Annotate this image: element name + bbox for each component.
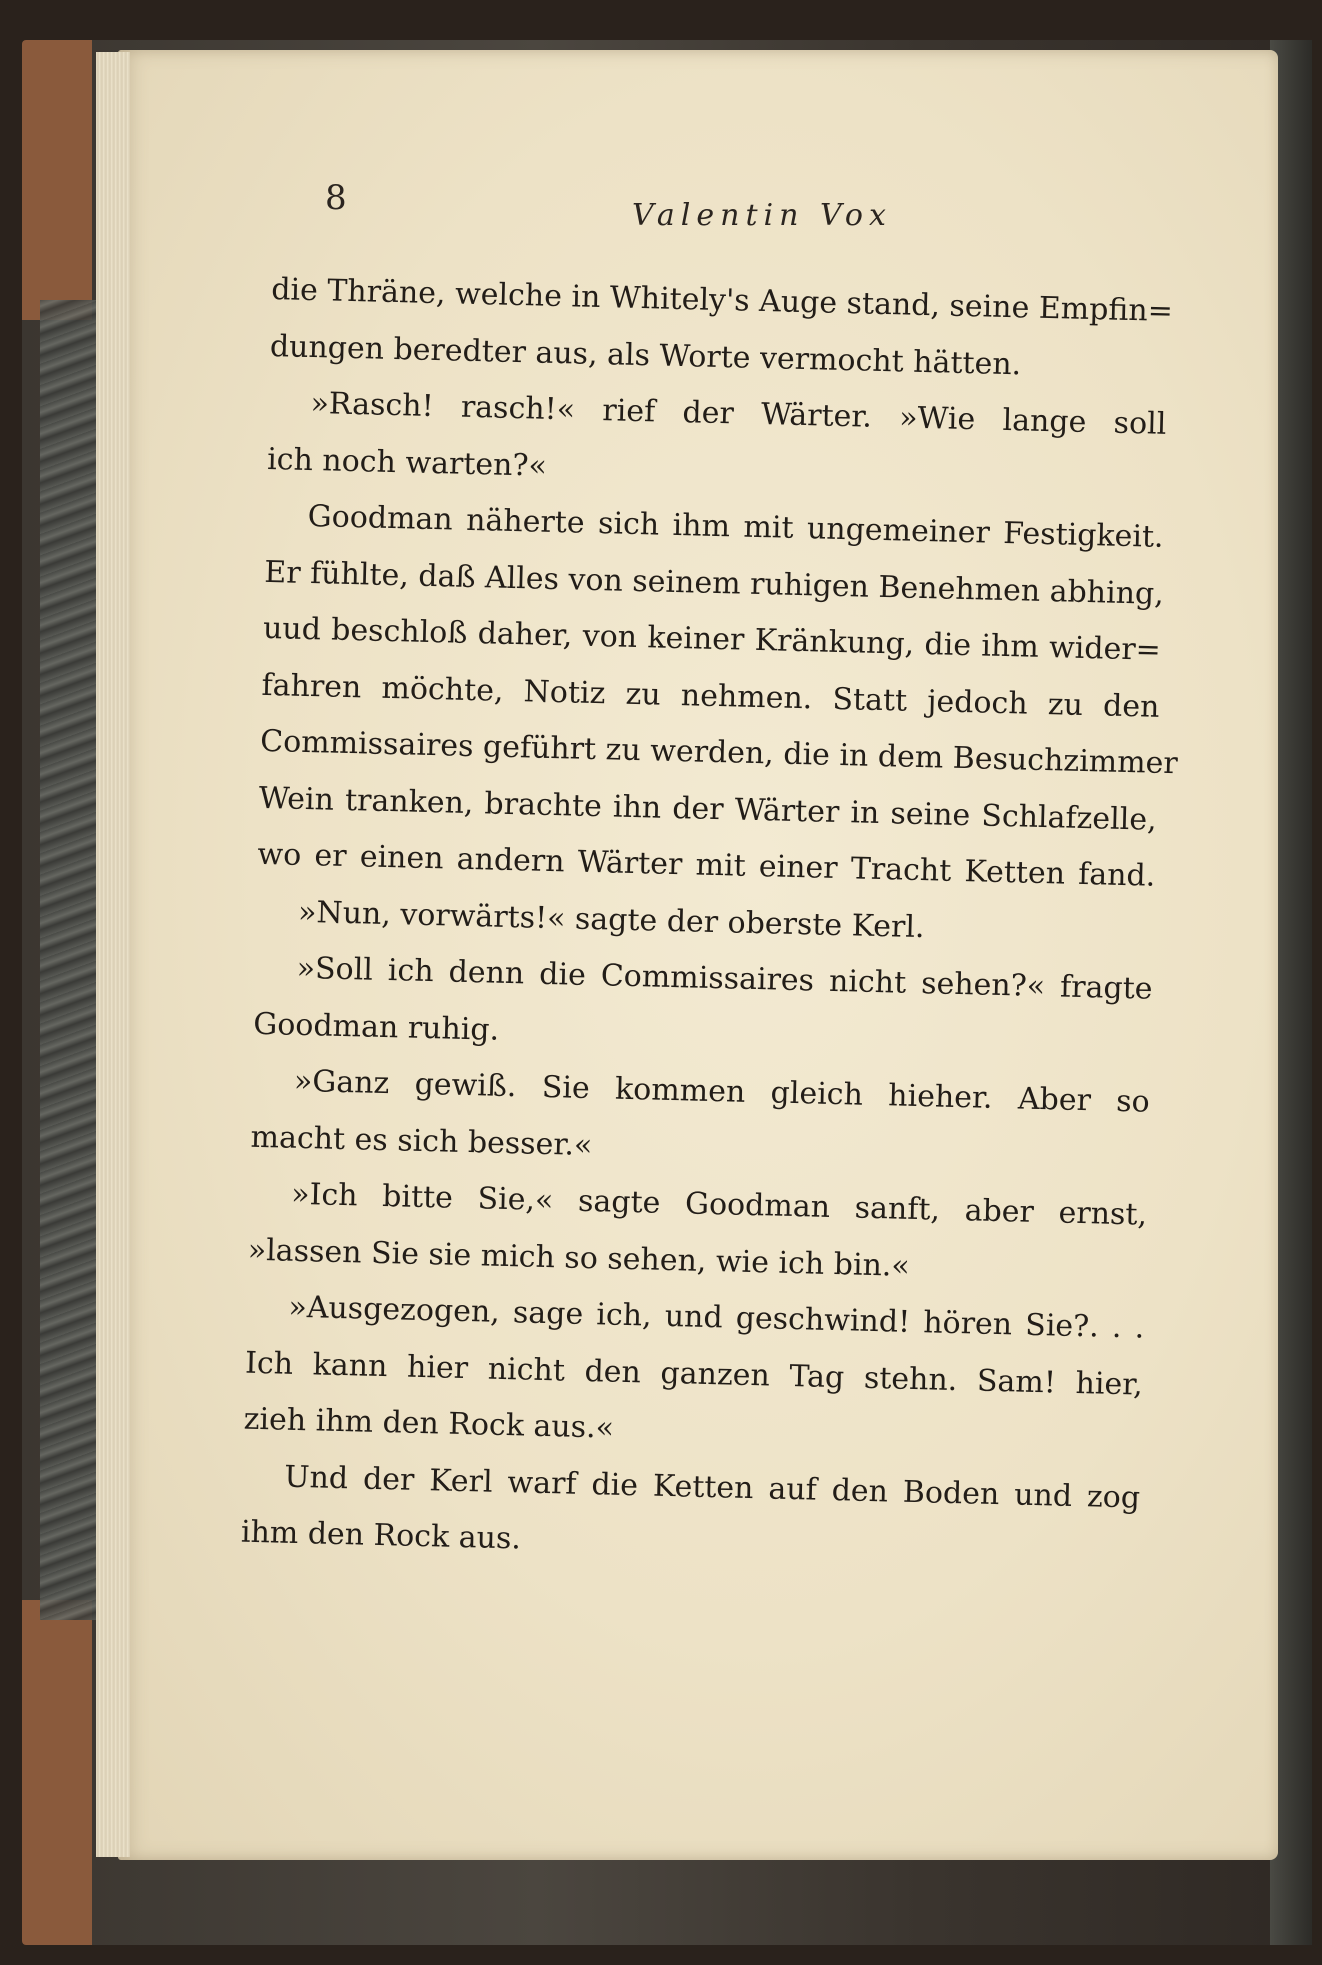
page-stack-edge — [96, 52, 130, 1857]
text-line: Commissaires geführt zu werden, die in dem Besuchzimmer — [259, 723, 1179, 782]
text-line: »Rasch! rasch!« rief der Wärter. »Wie lange soll — [310, 385, 1167, 442]
marbled-spine — [40, 300, 100, 1620]
text-line: Goodman näherte sich ihm mit ungemeiner Festigkeit. — [307, 498, 1164, 555]
cover-leather-corner-top — [22, 40, 92, 320]
body-text — [240, 262, 1179, 1583]
text-line: »Soll ich denn die Commissaires nicht sehen?« fragte — [296, 950, 1153, 1007]
text-line: Und der Kerl warf die Ketten auf den Boden und zog — [283, 1459, 1141, 1516]
text-line: zieh ihm den Rock aus.« — [243, 1401, 615, 1446]
text-line: »Ich bitte Sie,« sagte Goodman sanft, aber ernst, — [290, 1176, 1148, 1233]
text-line: wo er einen andern Wärter mit einer Tracht Ketten fand. — [257, 836, 1156, 894]
text-line: Er fühlte, daß Alles von seinem ruhigen Benehmen abhing, — [263, 554, 1165, 612]
text-line: die Thräne, welche in Whitely's Auge stand, seine Empfin= — [270, 271, 1174, 330]
text-line: macht es sich besser.« — [250, 1119, 593, 1163]
text-line: Ich kann hier nicht den ganzen Tag stehn. Sam! hier, — [244, 1345, 1144, 1403]
page-number: 8 — [325, 178, 347, 218]
text-line: Goodman ruhig. — [252, 1006, 500, 1048]
text-line: Wein tranken, brachte ihn der Wärter in seine Schlafzelle, — [258, 780, 1158, 838]
text-line: »Ausgezogen, sage ich, und geschwind! hören Sie?. . . — [288, 1289, 1145, 1346]
text-line: »Nun, vorwärts!« sagte der oberste Kerl. — [297, 894, 925, 945]
text-line: ihm den Rock aus. — [240, 1514, 522, 1557]
text-line: »lassen Sie sie mich so sehen, wie ich bin.« — [247, 1232, 911, 1284]
running-head: Valentin Vox — [632, 198, 892, 233]
text-line: fahren möchte, Notiz zu nehmen. Statt jedoch zu den — [261, 667, 1160, 725]
text-line: uud beschloß daher, von keiner Kränkung, die ihm wider= — [262, 610, 1162, 668]
text-line: ich noch warten?« — [266, 441, 548, 484]
cover-leather-corner-bottom — [22, 1600, 92, 1945]
text-line: dungen beredter aus, als Worte vermocht hätten. — [269, 328, 1022, 382]
text-line: »Ganz gewiß. Sie kommen gleich hieher. Aber so — [293, 1063, 1151, 1120]
